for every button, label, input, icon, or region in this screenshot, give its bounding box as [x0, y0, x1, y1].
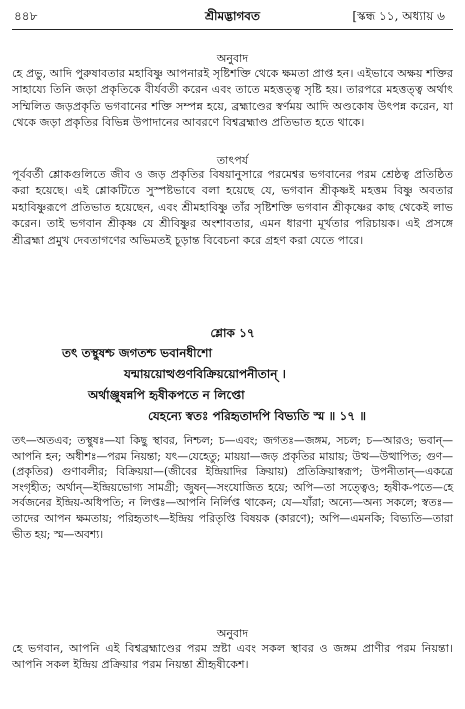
translation-heading: অনুবাদ	[216, 52, 249, 65]
header-rule	[12, 29, 453, 30]
translation-heading-2: অনুবাদ	[216, 627, 249, 640]
synonyms-text: তৎ—অতএব; তস্থুষঃ—যা কিছু স্থাবর, নিশ্চল; চ—এবং; জগতঃ—জঙ্গম, সচল; চ—আরও; ভবান্—আপনি হন; অধীশঃ—পরম নিয়ন্তা; যৎ—যেহেতু; মায়য়া—জড় প্রকৃতির মায়ায়; উত্থ—উত্থাপিত; গুণ—(প্রকৃতির) গুণাবলীর; বিক্রিয়য়া—(জীবের ইন্দ্রিয়াদির ক্রিয়ায়) প্রতিক্রিয়াস্বরূপ; উপনীতান্—একত্রে সংগৃহীত; অর্থান্—ইন্দ্রিয়ভোগ্য সামগ্রী; জুষন্—সংযোজিত হয়ে; অপি—তা সত্ত্বেও; হৃষীক-পতে—হে সর্বজনের ইন্দ্রিয়-অধিপতি; ন লিপ্তঃ—আপনি নির্লিপ্ত থাকেন; যে—যাঁরা; অন্যে—অন্য সকলে; স্বতঃ—তাদের আপন ক্ষমতায়; পরিহৃতাৎ—ইন্দ্রিয় পরিতৃপ্তি বিষয়ক (কারণে); অপি—এমনকি; বিভ্যতি—তারা ভীত হয়; স্ম—অবশ্য।	[12, 434, 453, 541]
running-header	[0, 6, 465, 26]
translation-text-2: হে ভগবান, আপনি এই বিশ্বব্রহ্মাণ্ডের পরম স্রষ্টা এবং সকল স্থাবর ও জঙ্গম প্রাণীর পরম নিয়ন্তা। আপনি সকল ইন্দ্রিয় প্রক্রিয়ার পরম নিয়ন্তা শ্রীহৃষীকেশ।	[12, 642, 453, 672]
translation-text: হে প্রভু, আদি পুরুষাবতার মহাবিষ্ণু আপনারই সৃষ্টিশক্তি থেকে ক্ষমতা প্রাপ্ত হন। এইভাবে অক্ষয় শক্তির সাহায্যে তিনি জড়া প্রকৃতিকে বীর্যবতী করেন এবং তাতে মহত্তত্ত্ব সৃষ্টি হয়। তারপরে মহত্তত্ত্ব অর্থাৎ সম্মিলিত জড়প্রকৃতি ভগবানের শক্তি সম্পন্ন হয়ে, ব্রহ্মাণ্ডের স্বর্ণময় আদি অণ্ডকোষ উৎপন্ন করেন, যা থেকে জড়া প্রকৃতির বিভিন্ন উপাদানের আবরণে বিশ্বব্রহ্মাণ্ড প্রতিভাত হতে থাকে।	[12, 67, 453, 130]
purport-text: পূর্ববর্তী শ্লোকগুলিতে জীব ও জড় প্রকৃতির বিষয়ানুসারে পরমেশ্বর ভগবানের পরম শ্রেষ্ঠত্ব প্রতিষ্ঠিত করা হয়েছে। এই শ্লোকটিতে সুস্পষ্টভাবে বলা হয়েছে যে, ভগবান শ্রীকৃষ্ণই মহত্তম বিষ্ণু অবতার মহাবিষ্ণুরূপে প্রতিভাত হয়েছেন, এবং শ্রীমহাবিষ্ণু তাঁর সৃষ্টিশক্তি ভগবান শ্রীকৃষ্ণের কাছ থেকেই লাভ করেন। তাই ভগবান শ্রীকৃষ্ণ যে শ্রীবিষ্ণুর অংশাবতার, এমন ধারণা মূর্খতার পরিচায়ক। এই প্রসঙ্গে শ্রীব্রহ্মা প্রমুখ দেবতাগণের অভিমতই চূড়ান্ত বিবেচনা করে গ্রহণ করা যেতে পারে।	[12, 168, 453, 247]
verse-line: যেহন্যে স্বতঃ পরিহৃতাদপি বিভ্যতি স্ম ॥ ১৭ ॥	[148, 409, 367, 423]
verse-line: অর্থাঞ্জুষন্নপি হৃষীকপতে ন লিপ্তো	[88, 388, 245, 402]
chapter-reference: [স্কন্ধ ১১, অধ্যায় ৬	[352, 9, 445, 23]
purport-heading: তাৎপর্য	[216, 154, 249, 167]
verse-line: যন্মায়য়োত্থগুণবিক্রিয়য়োপনীতান্ ।	[124, 367, 286, 381]
book-title: শ্রীমদ্ভাগবত	[204, 9, 260, 23]
verse-heading: শ্লোক ১৭	[210, 326, 255, 340]
verse-line: তৎ তস্থুষশ্চ জগতশ্চ ভবানধীশো	[62, 346, 212, 360]
page-number: ৪৪৮	[14, 9, 38, 23]
